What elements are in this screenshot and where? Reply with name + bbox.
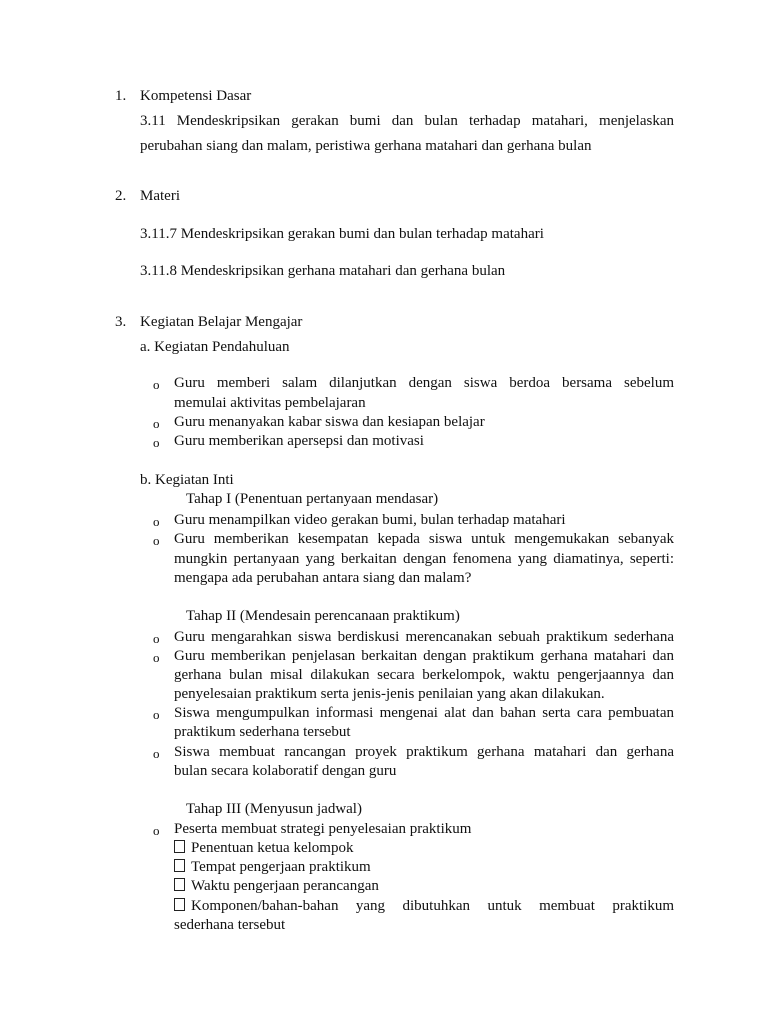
checkbox-icon — [174, 859, 185, 872]
section-1-text-line: 3.11 Mendeskripsikan gerakan bumi dan bulan terhadap matahari, menjelaskan — [140, 113, 674, 129]
list-item-continuation: praktikum sederhana tersebut — [174, 724, 351, 740]
section-2-number: 2. — [115, 188, 127, 204]
bullet-icon: o — [153, 823, 160, 838]
stage-2-title: Tahap II (Mendesain perencanaan praktikum) — [186, 608, 460, 624]
list-item: Guru memberikan kesempatan kepada siswa untuk mengemukakan sebanyak — [174, 531, 674, 547]
list-item: Guru memberikan apersepsi dan motivasi — [174, 433, 424, 449]
checkbox-icon — [174, 898, 185, 911]
list-item-continuation: bulan secara kolaboratif dengan guru — [174, 763, 397, 779]
list-item: Siswa membuat rancangan proyek praktikum gerhana matahari dan gerhana — [174, 744, 674, 760]
section-1-text-line: perubahan siang dan malam, peristiwa gerhana matahari dan gerhana bulan — [140, 138, 592, 154]
section-1-number: 1. — [115, 88, 127, 104]
subsection-a-title: a. Kegiatan Pendahuluan — [140, 339, 290, 355]
bullet-icon: o — [153, 514, 160, 529]
list-item-continuation: penyelesaian praktikum serta jenis-jenis penilaian yang akan dilakukan. — [174, 686, 605, 702]
section-1-title: Kompetensi Dasar — [140, 88, 252, 104]
bullet-icon: o — [153, 650, 160, 665]
subsection-b-title: b. Kegiatan Inti — [140, 472, 234, 488]
bullet-icon: o — [153, 377, 160, 392]
stage-3-title: Tahap III (Menyusun jadwal) — [186, 801, 362, 817]
section-2-title: Materi — [140, 188, 180, 204]
sub-list-item — [174, 877, 379, 896]
sub-list-item-label: Waktu pengerjaan perancangan — [191, 878, 379, 894]
list-item: Guru memberi salam dilanjutkan dengan siswa berdoa bersama sebelum — [174, 375, 674, 391]
section-3-title: Kegiatan Belajar Mengajar — [140, 314, 303, 330]
list-item: Peserta membuat strategi penyelesaian praktikum — [174, 821, 472, 837]
stage-1-title: Tahap I (Penentuan pertanyaan mendasar) — [186, 491, 439, 507]
sub-list-item-continuation: sederhana tersebut — [174, 917, 286, 933]
section-3-number: 3. — [115, 314, 127, 330]
materi-item: 3.11.8 Mendeskripsikan gerhana matahari dan gerhana bulan — [140, 263, 506, 279]
list-item-continuation: mengapa ada perubahan antara siang dan malam? — [174, 570, 472, 586]
bullet-icon: o — [153, 746, 160, 761]
sub-list-item-label: Komponen/bahan-bahan yang dibutuhkan untuk membuat praktikum — [191, 898, 674, 914]
list-item: Guru menampilkan video gerakan bumi, bulan terhadap matahari — [174, 512, 566, 528]
sub-list-item — [174, 839, 353, 858]
list-item: Guru memberikan penjelasan berkaitan dengan praktikum gerhana matahari dan — [174, 648, 674, 664]
bullet-icon: o — [153, 707, 160, 722]
list-item-continuation: gerhana bulan misal dilakukan secara berkelompok, waktu pengerjaannya dan — [174, 667, 674, 683]
sub-list-item — [174, 897, 674, 916]
list-item: Guru mengarahkan siswa berdiskusi merencanakan sebuah praktikum sederhana — [174, 629, 674, 645]
sub-list-item — [174, 858, 371, 877]
bullet-icon: o — [153, 416, 160, 431]
checkbox-icon — [174, 878, 185, 891]
sub-list-item-label: Penentuan ketua kelompok — [191, 840, 354, 856]
bullet-icon: o — [153, 435, 160, 450]
bullet-icon: o — [153, 631, 160, 646]
list-item-continuation: memulai aktivitas pembelajaran — [174, 395, 366, 411]
materi-item: 3.11.7 Mendeskripsikan gerakan bumi dan bulan terhadap matahari — [140, 226, 544, 242]
list-item: Guru menanyakan kabar siswa dan kesiapan belajar — [174, 414, 485, 430]
list-item: Siswa mengumpulkan informasi mengenai alat dan bahan serta cara pembuatan — [174, 705, 674, 721]
bullet-icon: o — [153, 533, 160, 548]
checkbox-icon — [174, 840, 185, 853]
list-item-continuation: mungkin pertanyaan yang berkaitan dengan fenomena yang diamatinya, seperti: — [174, 551, 674, 567]
sub-list-item-label: Tempat pengerjaan praktikum — [191, 859, 371, 875]
